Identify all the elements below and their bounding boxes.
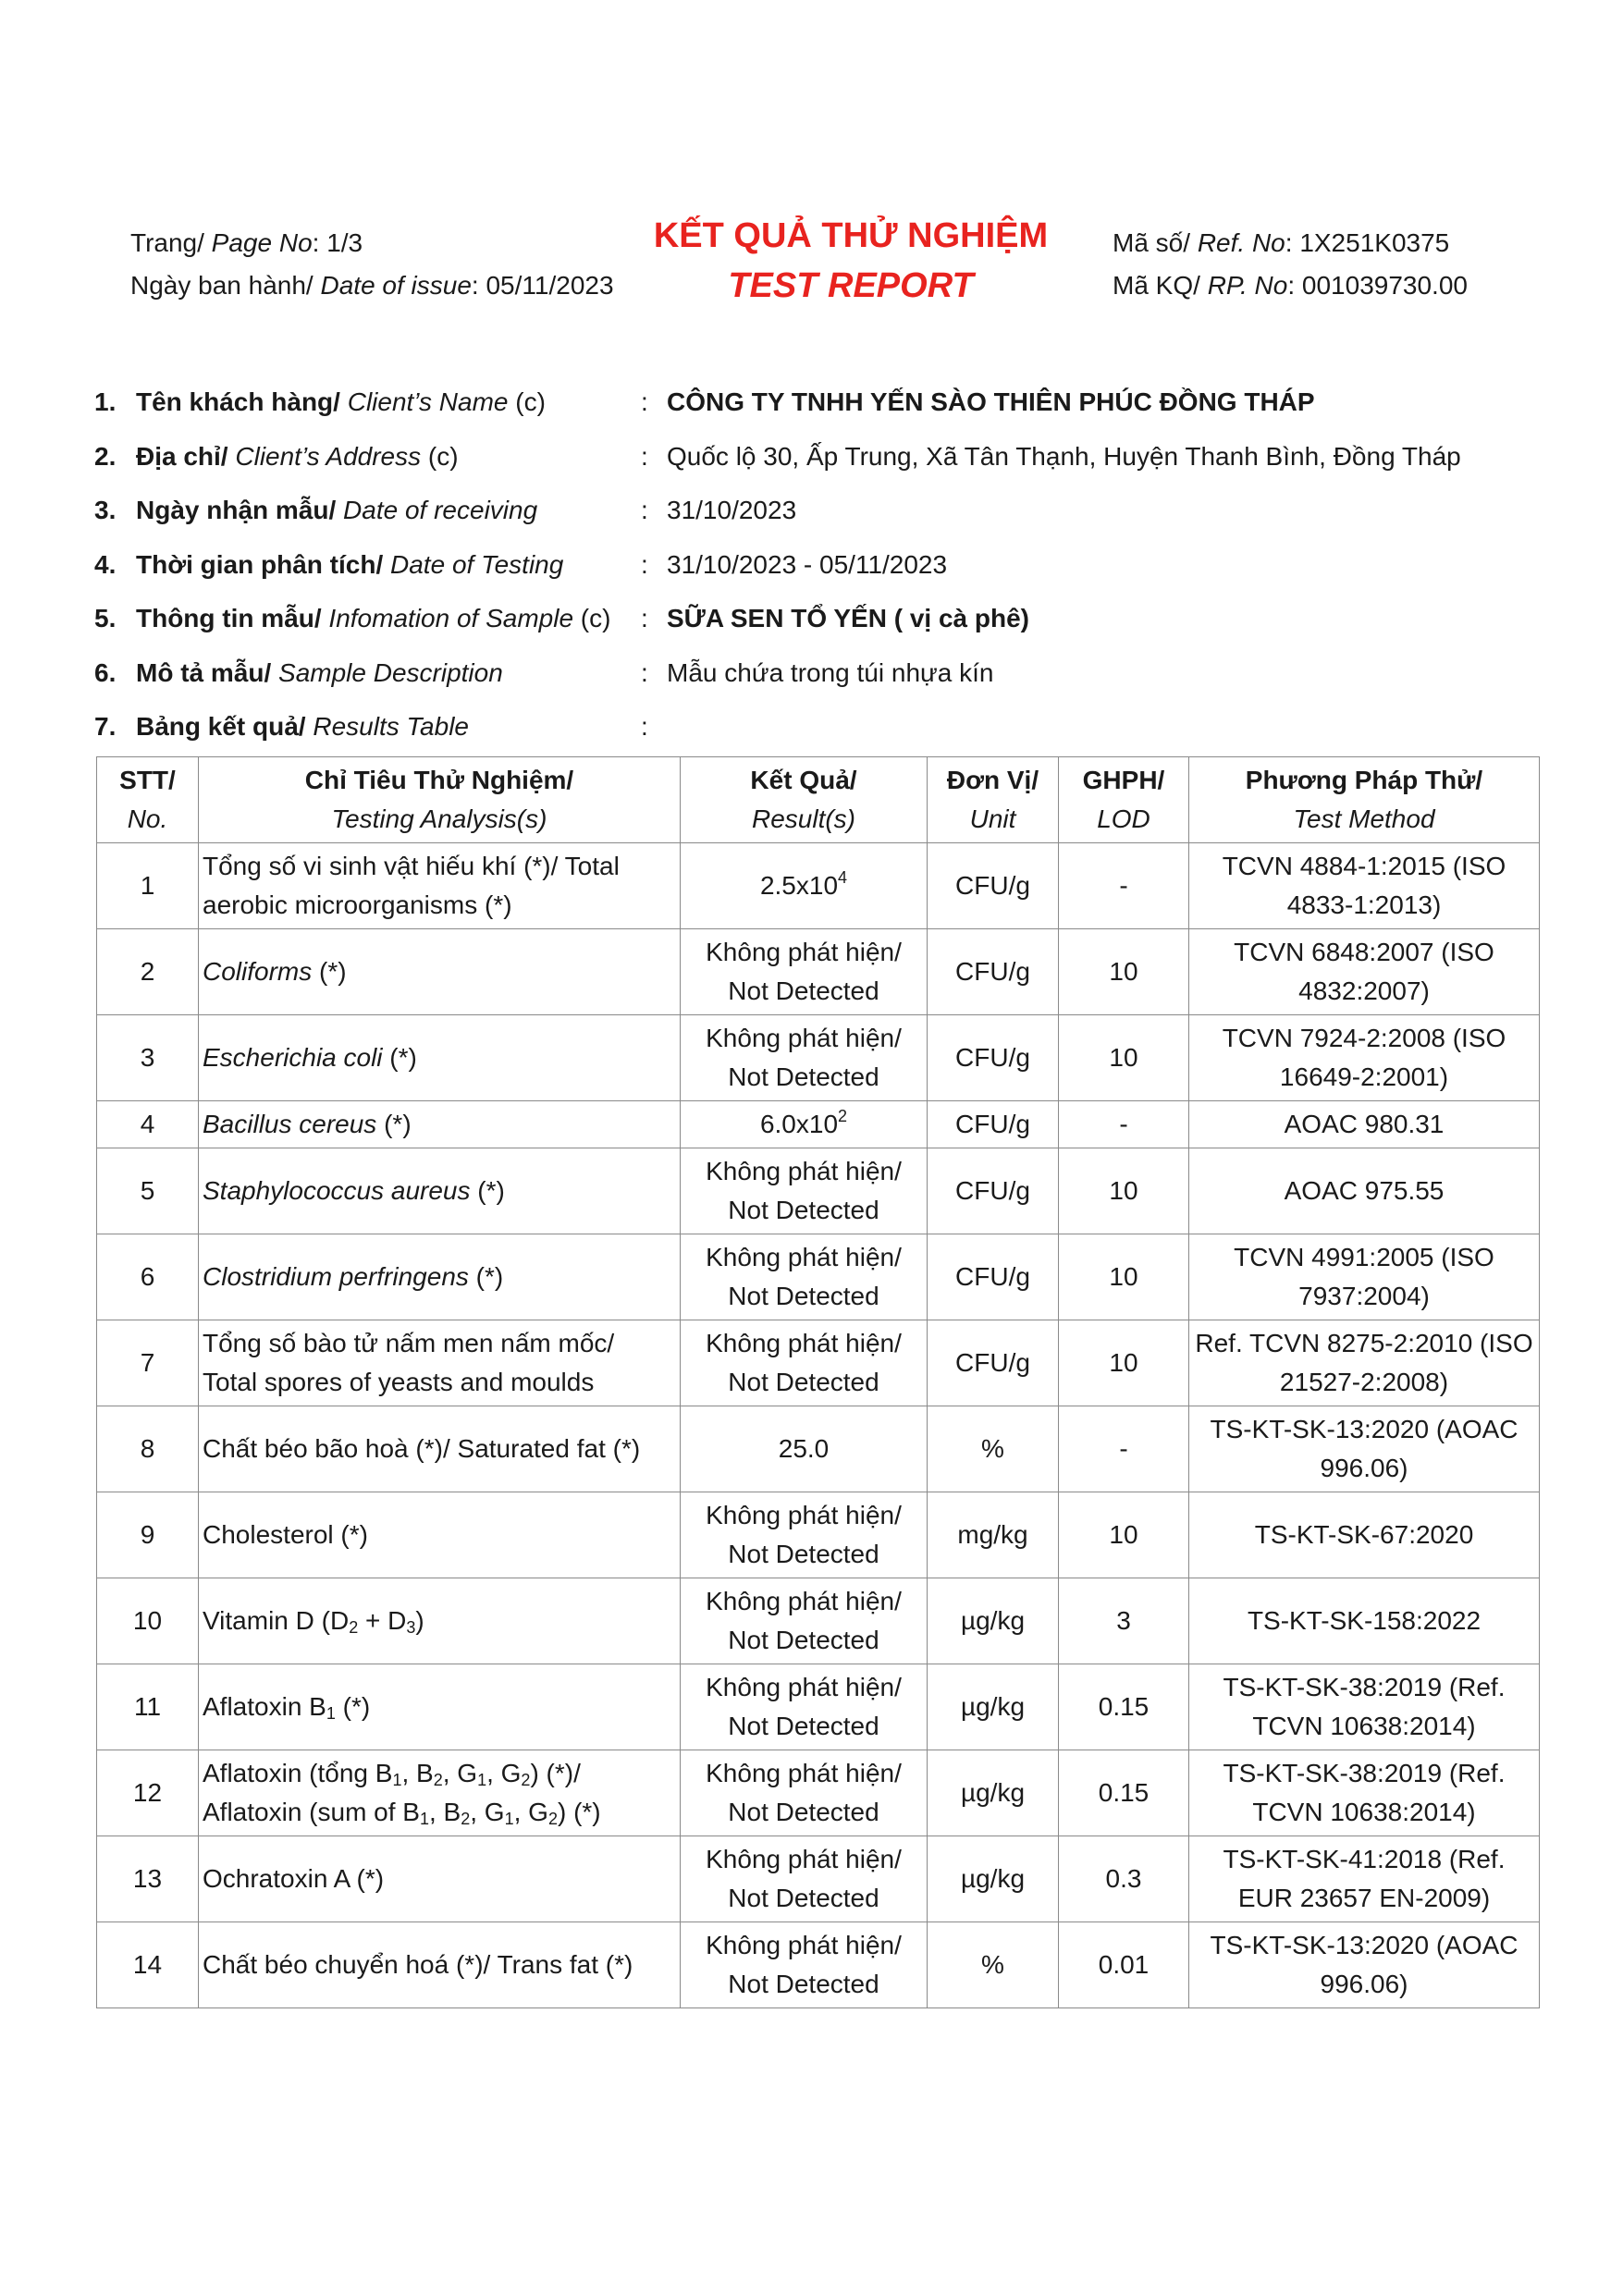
header-no: STT/ No. bbox=[97, 757, 199, 843]
method-line-1: TCVN 4991:2005 (ISO bbox=[1234, 1243, 1494, 1271]
analysis-organism: Coliforms bbox=[203, 957, 313, 986]
row-number: 8 bbox=[97, 1406, 199, 1492]
analysis-part: , B bbox=[401, 1759, 434, 1787]
analysis-line-2: Total spores of yeasts and moulds bbox=[203, 1368, 595, 1396]
info-value: Mẫu chứa trong túi nhựa kín bbox=[667, 657, 994, 687]
method-cell bbox=[1189, 843, 1540, 929]
method-cell bbox=[1189, 1101, 1540, 1148]
analysis-part: , G bbox=[470, 1798, 505, 1826]
result-cell bbox=[681, 1101, 928, 1148]
not-detected-vi: Không phát hiện/ bbox=[706, 1845, 902, 1873]
info-label bbox=[136, 442, 641, 472]
analysis-cell bbox=[199, 1015, 681, 1101]
result-cell bbox=[681, 1148, 928, 1234]
info-label-en: Client’s Name bbox=[347, 387, 509, 417]
info-row bbox=[94, 538, 1537, 593]
analysis-part: Aflatoxin B bbox=[203, 1692, 326, 1721]
method-cell bbox=[1189, 1578, 1540, 1664]
info-colon: : bbox=[641, 604, 648, 633]
not-detected-en: Not Detected bbox=[728, 1970, 879, 1998]
lod-cell: 10 bbox=[1059, 1148, 1189, 1234]
analysis-subscript: 2 bbox=[433, 1771, 443, 1789]
result-exponent: 2 bbox=[838, 1107, 848, 1125]
result-cell bbox=[681, 1320, 928, 1406]
analysis-cell bbox=[199, 1750, 681, 1836]
issue-date: Ngày ban hành/ Date of issue: 05/11/2023 bbox=[130, 271, 614, 300]
method-cell bbox=[1189, 1922, 1540, 2008]
unit-cell: µg/kg bbox=[928, 1664, 1059, 1750]
method-line-1: TCVN 4884-1:2015 (ISO bbox=[1222, 852, 1506, 880]
unit-cell: mg/kg bbox=[928, 1492, 1059, 1578]
info-row bbox=[94, 484, 1537, 538]
title-vi: KẾT QUẢ THỬ NGHIỆM bbox=[653, 216, 1049, 255]
method-text: TS-KT-SK-158:2022 bbox=[1247, 1606, 1482, 1635]
analysis-cell bbox=[199, 1406, 681, 1492]
info-label bbox=[136, 712, 641, 742]
not-detected-vi: Không phát hiện/ bbox=[706, 1329, 902, 1357]
method-cell bbox=[1189, 1492, 1540, 1578]
result-value: 6.0x10 bbox=[759, 1110, 839, 1138]
analysis-part: Vitamin D (D bbox=[203, 1606, 350, 1635]
analysis-part: Aflatoxin (sum of B bbox=[203, 1798, 420, 1826]
info-label bbox=[136, 550, 641, 580]
analysis-suffix: (*) bbox=[312, 957, 347, 986]
unit-cell: CFU/g bbox=[928, 1101, 1059, 1148]
analysis-suffix: (*) bbox=[468, 1262, 504, 1291]
analysis-part: , G bbox=[442, 1759, 478, 1787]
header-left bbox=[130, 222, 614, 307]
analysis-cell bbox=[199, 1234, 681, 1320]
table-row bbox=[97, 843, 1540, 929]
report-title bbox=[638, 211, 1064, 311]
row-number: 6 bbox=[97, 1234, 199, 1320]
unit-cell: CFU/g bbox=[928, 1320, 1059, 1406]
result-cell bbox=[681, 1015, 928, 1101]
analysis-cell bbox=[199, 929, 681, 1015]
table-row bbox=[97, 929, 1540, 1015]
lod-cell: 10 bbox=[1059, 929, 1189, 1015]
info-label-en: Infomation of Sample bbox=[328, 604, 574, 633]
header-result: Kết Quả/ Result(s) bbox=[681, 757, 928, 843]
info-number: 5. bbox=[94, 604, 117, 633]
not-detected-vi: Không phát hiện/ bbox=[706, 1243, 902, 1271]
table-row bbox=[97, 1234, 1540, 1320]
unit-cell: CFU/g bbox=[928, 1234, 1059, 1320]
not-detected-vi: Không phát hiện/ bbox=[706, 1157, 902, 1185]
result-cell bbox=[681, 1492, 928, 1578]
analysis-part: ) (*) bbox=[557, 1798, 601, 1826]
row-number: 3 bbox=[97, 1015, 199, 1101]
row-number: 4 bbox=[97, 1101, 199, 1148]
row-number: 9 bbox=[97, 1492, 199, 1578]
not-detected-en: Not Detected bbox=[728, 1540, 879, 1568]
info-colon: : bbox=[641, 712, 648, 742]
method-cell bbox=[1189, 1015, 1540, 1101]
result-cell bbox=[681, 929, 928, 1015]
lod-cell: 0.15 bbox=[1059, 1664, 1189, 1750]
info-label-vi: Mô tả mẫu/ bbox=[136, 657, 272, 687]
not-detected-en: Not Detected bbox=[728, 1884, 879, 1912]
method-line-2: 996.06) bbox=[1320, 1454, 1408, 1482]
info-label-suffix: (c) bbox=[573, 604, 611, 633]
lod-cell: 0.15 bbox=[1059, 1750, 1189, 1836]
info-number: 6. bbox=[94, 657, 117, 687]
analysis-line-1: Tổng số bào tử nấm men nấm mốc/ bbox=[203, 1329, 615, 1357]
method-line-2: 16649-2:2001) bbox=[1279, 1062, 1449, 1091]
analysis-text: Chất béo chuyển hoá (*)/ Trans fat (*) bbox=[203, 1950, 633, 1979]
analysis-subscript: 2 bbox=[521, 1771, 531, 1789]
row-number: 5 bbox=[97, 1148, 199, 1234]
unit-cell: µg/kg bbox=[928, 1750, 1059, 1836]
not-detected-vi: Không phát hiện/ bbox=[706, 1759, 902, 1787]
method-cell bbox=[1189, 1406, 1540, 1492]
info-value: 31/10/2023 - 05/11/2023 bbox=[667, 549, 948, 579]
analysis-part: (*) bbox=[335, 1692, 371, 1721]
method-cell bbox=[1189, 1750, 1540, 1836]
table-row bbox=[97, 1664, 1540, 1750]
lod-cell: - bbox=[1059, 1406, 1189, 1492]
table-row bbox=[97, 1320, 1540, 1406]
analysis-cell bbox=[199, 1492, 681, 1578]
info-label-en: Results Table bbox=[313, 712, 469, 742]
lod-cell: 10 bbox=[1059, 1320, 1189, 1406]
client-info-section bbox=[94, 375, 1537, 755]
method-line-2: 996.06) bbox=[1320, 1970, 1408, 1998]
analysis-part: , G bbox=[486, 1759, 522, 1787]
result-exponent: 4 bbox=[838, 868, 848, 887]
method-cell bbox=[1189, 1148, 1540, 1234]
page-number: Trang/ Page No: 1/3 bbox=[130, 228, 363, 257]
info-label bbox=[136, 387, 641, 417]
analysis-organism: Staphylococcus aureus bbox=[203, 1176, 471, 1205]
lod-cell: 0.01 bbox=[1059, 1922, 1189, 2008]
row-number: 1 bbox=[97, 843, 199, 929]
header-method: Phương Pháp Thử/ Test Method bbox=[1189, 757, 1540, 843]
method-line-2: 7937:2004) bbox=[1298, 1282, 1430, 1310]
result-cell bbox=[681, 1836, 928, 1922]
method-line-1: Ref. TCVN 8275-2:2010 (ISO bbox=[1195, 1329, 1533, 1357]
analysis-text: Cholesterol (*) bbox=[203, 1520, 368, 1549]
analysis-subscript: 3 bbox=[406, 1618, 416, 1637]
table-row bbox=[97, 1836, 1540, 1922]
not-detected-vi: Không phát hiện/ bbox=[706, 1501, 902, 1529]
info-row bbox=[94, 646, 1537, 701]
method-line-1: TS-KT-SK-38:2019 (Ref. bbox=[1223, 1673, 1506, 1701]
table-row bbox=[97, 1101, 1540, 1148]
info-value: CÔNG TY TNHH YẾN SÀO THIÊN PHÚC ĐỒNG THÁP bbox=[667, 387, 1315, 417]
info-label-vi: Thông tin mẫu/ bbox=[136, 604, 322, 633]
info-label-vi: Tên khách hàng/ bbox=[136, 387, 340, 417]
unit-cell: µg/kg bbox=[928, 1836, 1059, 1922]
analysis-cell bbox=[199, 1101, 681, 1148]
result-cell bbox=[681, 843, 928, 929]
method-cell bbox=[1189, 1836, 1540, 1922]
row-number: 14 bbox=[97, 1922, 199, 2008]
info-row bbox=[94, 375, 1537, 430]
info-row bbox=[94, 700, 1537, 755]
result-cell bbox=[681, 1578, 928, 1664]
not-detected-en: Not Detected bbox=[728, 1712, 879, 1740]
method-line-2: TCVN 10638:2014) bbox=[1252, 1712, 1476, 1740]
analysis-subscript: 1 bbox=[477, 1771, 487, 1789]
analysis-cell bbox=[199, 1922, 681, 2008]
info-label-vi: Địa chỉ/ bbox=[136, 441, 228, 471]
not-detected-vi: Không phát hiện/ bbox=[706, 1587, 902, 1615]
rp-number: Mã KQ/ RP. No: 001039730.00 bbox=[1113, 271, 1468, 300]
info-label-en: Date of Testing bbox=[390, 549, 564, 579]
analysis-subscript: 1 bbox=[392, 1771, 402, 1789]
row-number: 7 bbox=[97, 1320, 199, 1406]
info-label-en: Client’s Address bbox=[235, 441, 422, 471]
unit-cell: µg/kg bbox=[928, 1578, 1059, 1664]
analysis-line-1: Tổng số vi sinh vật hiếu khí (*)/ Total bbox=[203, 852, 620, 880]
analysis-line-2: aerobic microorganisms (*) bbox=[203, 890, 512, 919]
title-en: TEST REPORT bbox=[728, 266, 974, 305]
analysis-cell bbox=[199, 1578, 681, 1664]
lod-cell: - bbox=[1059, 1101, 1189, 1148]
table-row bbox=[97, 1492, 1540, 1578]
info-row bbox=[94, 592, 1537, 646]
method-line-2: 4832:2007) bbox=[1298, 976, 1430, 1005]
table-row bbox=[97, 1750, 1540, 1836]
analysis-text: Chất béo bão hoà (*)/ Saturated fat (*) bbox=[203, 1434, 641, 1463]
analysis-cell bbox=[199, 843, 681, 929]
info-colon: : bbox=[641, 496, 648, 525]
info-label bbox=[136, 658, 641, 688]
info-number: 4. bbox=[94, 549, 117, 579]
unit-cell: CFU/g bbox=[928, 843, 1059, 929]
info-label-vi: Thời gian phân tích/ bbox=[136, 549, 384, 579]
info-label-vi: Bảng kết quả/ bbox=[136, 712, 306, 742]
method-cell bbox=[1189, 1664, 1540, 1750]
result-cell bbox=[681, 1664, 928, 1750]
method-text: AOAC 975.55 bbox=[1284, 1176, 1445, 1205]
header-right bbox=[1113, 222, 1468, 307]
analysis-subscript: 2 bbox=[349, 1618, 359, 1637]
row-number: 13 bbox=[97, 1836, 199, 1922]
lod-cell: 10 bbox=[1059, 1234, 1189, 1320]
result-cell bbox=[681, 1406, 928, 1492]
table-row bbox=[97, 1148, 1540, 1234]
info-number: 2. bbox=[94, 441, 117, 471]
method-line-1: TS-KT-SK-38:2019 (Ref. bbox=[1223, 1759, 1506, 1787]
result-value: 2.5x10 bbox=[759, 871, 839, 900]
not-detected-en: Not Detected bbox=[728, 976, 879, 1005]
table-row bbox=[97, 1922, 1540, 2008]
not-detected-vi: Không phát hiện/ bbox=[706, 938, 902, 966]
analysis-subscript: 1 bbox=[419, 1810, 429, 1828]
info-label-en: Sample Description bbox=[278, 657, 503, 687]
analysis-organism: Escherichia coli bbox=[203, 1043, 383, 1072]
method-cell bbox=[1189, 929, 1540, 1015]
method-line-2: 21527-2:2008) bbox=[1279, 1368, 1449, 1396]
row-number: 12 bbox=[97, 1750, 199, 1836]
unit-cell: CFU/g bbox=[928, 929, 1059, 1015]
row-number: 11 bbox=[97, 1664, 199, 1750]
analysis-suffix: (*) bbox=[376, 1110, 412, 1138]
ref-number: Mã số/ Ref. No: 1X251K0375 bbox=[1113, 228, 1450, 257]
analysis-organism: Bacillus cereus bbox=[203, 1110, 377, 1138]
lod-cell: 10 bbox=[1059, 1015, 1189, 1101]
lod-cell: 3 bbox=[1059, 1578, 1189, 1664]
method-cell bbox=[1189, 1320, 1540, 1406]
not-detected-vi: Không phát hiện/ bbox=[706, 1673, 902, 1701]
method-line-1: TCVN 6848:2007 (ISO bbox=[1234, 938, 1494, 966]
analysis-l2 bbox=[203, 1793, 676, 1832]
info-colon: : bbox=[641, 387, 648, 417]
info-label-suffix: (c) bbox=[508, 387, 546, 417]
info-label bbox=[136, 604, 641, 633]
analysis-part: , B bbox=[429, 1798, 461, 1826]
info-label bbox=[136, 496, 641, 525]
info-value: SỮA SEN TỔ YẾN ( vị cà phê) bbox=[667, 604, 1029, 633]
method-line-2: EUR 23657 EN-2009) bbox=[1237, 1884, 1491, 1912]
header-unit: Đơn Vị/ Unit bbox=[928, 757, 1059, 843]
table-header-row bbox=[97, 757, 1540, 843]
method-text: AOAC 980.31 bbox=[1284, 1110, 1445, 1138]
row-number: 2 bbox=[97, 929, 199, 1015]
method-line-1: TS-KT-SK-13:2020 (AOAC bbox=[1210, 1931, 1518, 1959]
not-detected-en: Not Detected bbox=[728, 1282, 879, 1310]
analysis-cell bbox=[199, 1664, 681, 1750]
info-value: 31/10/2023 bbox=[667, 496, 797, 525]
not-detected-en: Not Detected bbox=[728, 1798, 879, 1826]
analysis-part: ) (*)/ bbox=[530, 1759, 581, 1787]
result-cell bbox=[681, 1750, 928, 1836]
lod-cell: 10 bbox=[1059, 1492, 1189, 1578]
info-label-vi: Ngày nhận mẫu/ bbox=[136, 496, 337, 525]
info-colon: : bbox=[641, 549, 648, 579]
not-detected-vi: Không phát hiện/ bbox=[706, 1931, 902, 1959]
analysis-suffix: (*) bbox=[382, 1043, 417, 1072]
analysis-text: Ochratoxin A (*) bbox=[203, 1864, 385, 1893]
table-row bbox=[97, 1578, 1540, 1664]
row-number: 10 bbox=[97, 1578, 199, 1664]
unit-cell: % bbox=[928, 1406, 1059, 1492]
result-cell bbox=[681, 1922, 928, 2008]
not-detected-vi: Không phát hiện/ bbox=[706, 1024, 902, 1052]
lod-cell: 0.3 bbox=[1059, 1836, 1189, 1922]
not-detected-en: Not Detected bbox=[728, 1062, 879, 1091]
analysis-cell bbox=[199, 1320, 681, 1406]
analysis-cell bbox=[199, 1836, 681, 1922]
analysis-organism: Clostridium perfringens bbox=[203, 1262, 469, 1291]
header-lod: GHPH/ LOD bbox=[1059, 757, 1189, 843]
method-line-1: TS-KT-SK-41:2018 (Ref. bbox=[1223, 1845, 1506, 1873]
method-line-2: TCVN 10638:2014) bbox=[1252, 1798, 1476, 1826]
not-detected-en: Not Detected bbox=[728, 1368, 879, 1396]
lod-cell: - bbox=[1059, 843, 1189, 929]
info-label-suffix: (c) bbox=[421, 441, 459, 471]
analysis-cell bbox=[199, 1148, 681, 1234]
info-label-en: Date of receiving bbox=[343, 496, 538, 525]
result-cell bbox=[681, 1234, 928, 1320]
analysis-l1 bbox=[203, 1754, 676, 1793]
analysis-part: + D bbox=[358, 1606, 407, 1635]
method-cell bbox=[1189, 1234, 1540, 1320]
analysis-subscript: 2 bbox=[547, 1810, 558, 1828]
info-number: 3. bbox=[94, 496, 117, 525]
analysis-subscript: 1 bbox=[326, 1704, 336, 1723]
info-value: Quốc lộ 30, Ấp Trung, Xã Tân Thạnh, Huyện Thanh Bình, Đồng Tháp bbox=[667, 441, 1461, 471]
table-row bbox=[97, 1015, 1540, 1101]
unit-cell: CFU/g bbox=[928, 1015, 1059, 1101]
analysis-part: , G bbox=[513, 1798, 548, 1826]
method-line-1: TS-KT-SK-13:2020 (AOAC bbox=[1210, 1415, 1518, 1443]
result-value: 25.0 bbox=[778, 1434, 830, 1463]
info-number: 1. bbox=[94, 387, 117, 417]
analysis-suffix: (*) bbox=[470, 1176, 505, 1205]
info-colon: : bbox=[641, 657, 648, 687]
analysis-subscript: 2 bbox=[461, 1810, 471, 1828]
analysis-part: Aflatoxin (tổng B bbox=[203, 1759, 393, 1787]
unit-cell: CFU/g bbox=[928, 1148, 1059, 1234]
info-number: 7. bbox=[94, 712, 117, 742]
analysis-subscript: 1 bbox=[504, 1810, 514, 1828]
info-colon: : bbox=[641, 441, 648, 471]
info-row bbox=[94, 430, 1537, 485]
not-detected-en: Not Detected bbox=[728, 1626, 879, 1654]
table-row bbox=[97, 1406, 1540, 1492]
method-line-2: 4833-1:2013) bbox=[1286, 890, 1442, 919]
analysis-part: ) bbox=[415, 1606, 424, 1635]
not-detected-en: Not Detected bbox=[728, 1196, 879, 1224]
method-text: TS-KT-SK-67:2020 bbox=[1254, 1520, 1474, 1549]
header-analysis: Chỉ Tiêu Thử Nghiệm/ Testing Analysis(s) bbox=[199, 757, 681, 843]
results-table bbox=[96, 756, 1540, 2008]
unit-cell: % bbox=[928, 1922, 1059, 2008]
method-line-1: TCVN 7924-2:2008 (ISO bbox=[1222, 1024, 1506, 1052]
